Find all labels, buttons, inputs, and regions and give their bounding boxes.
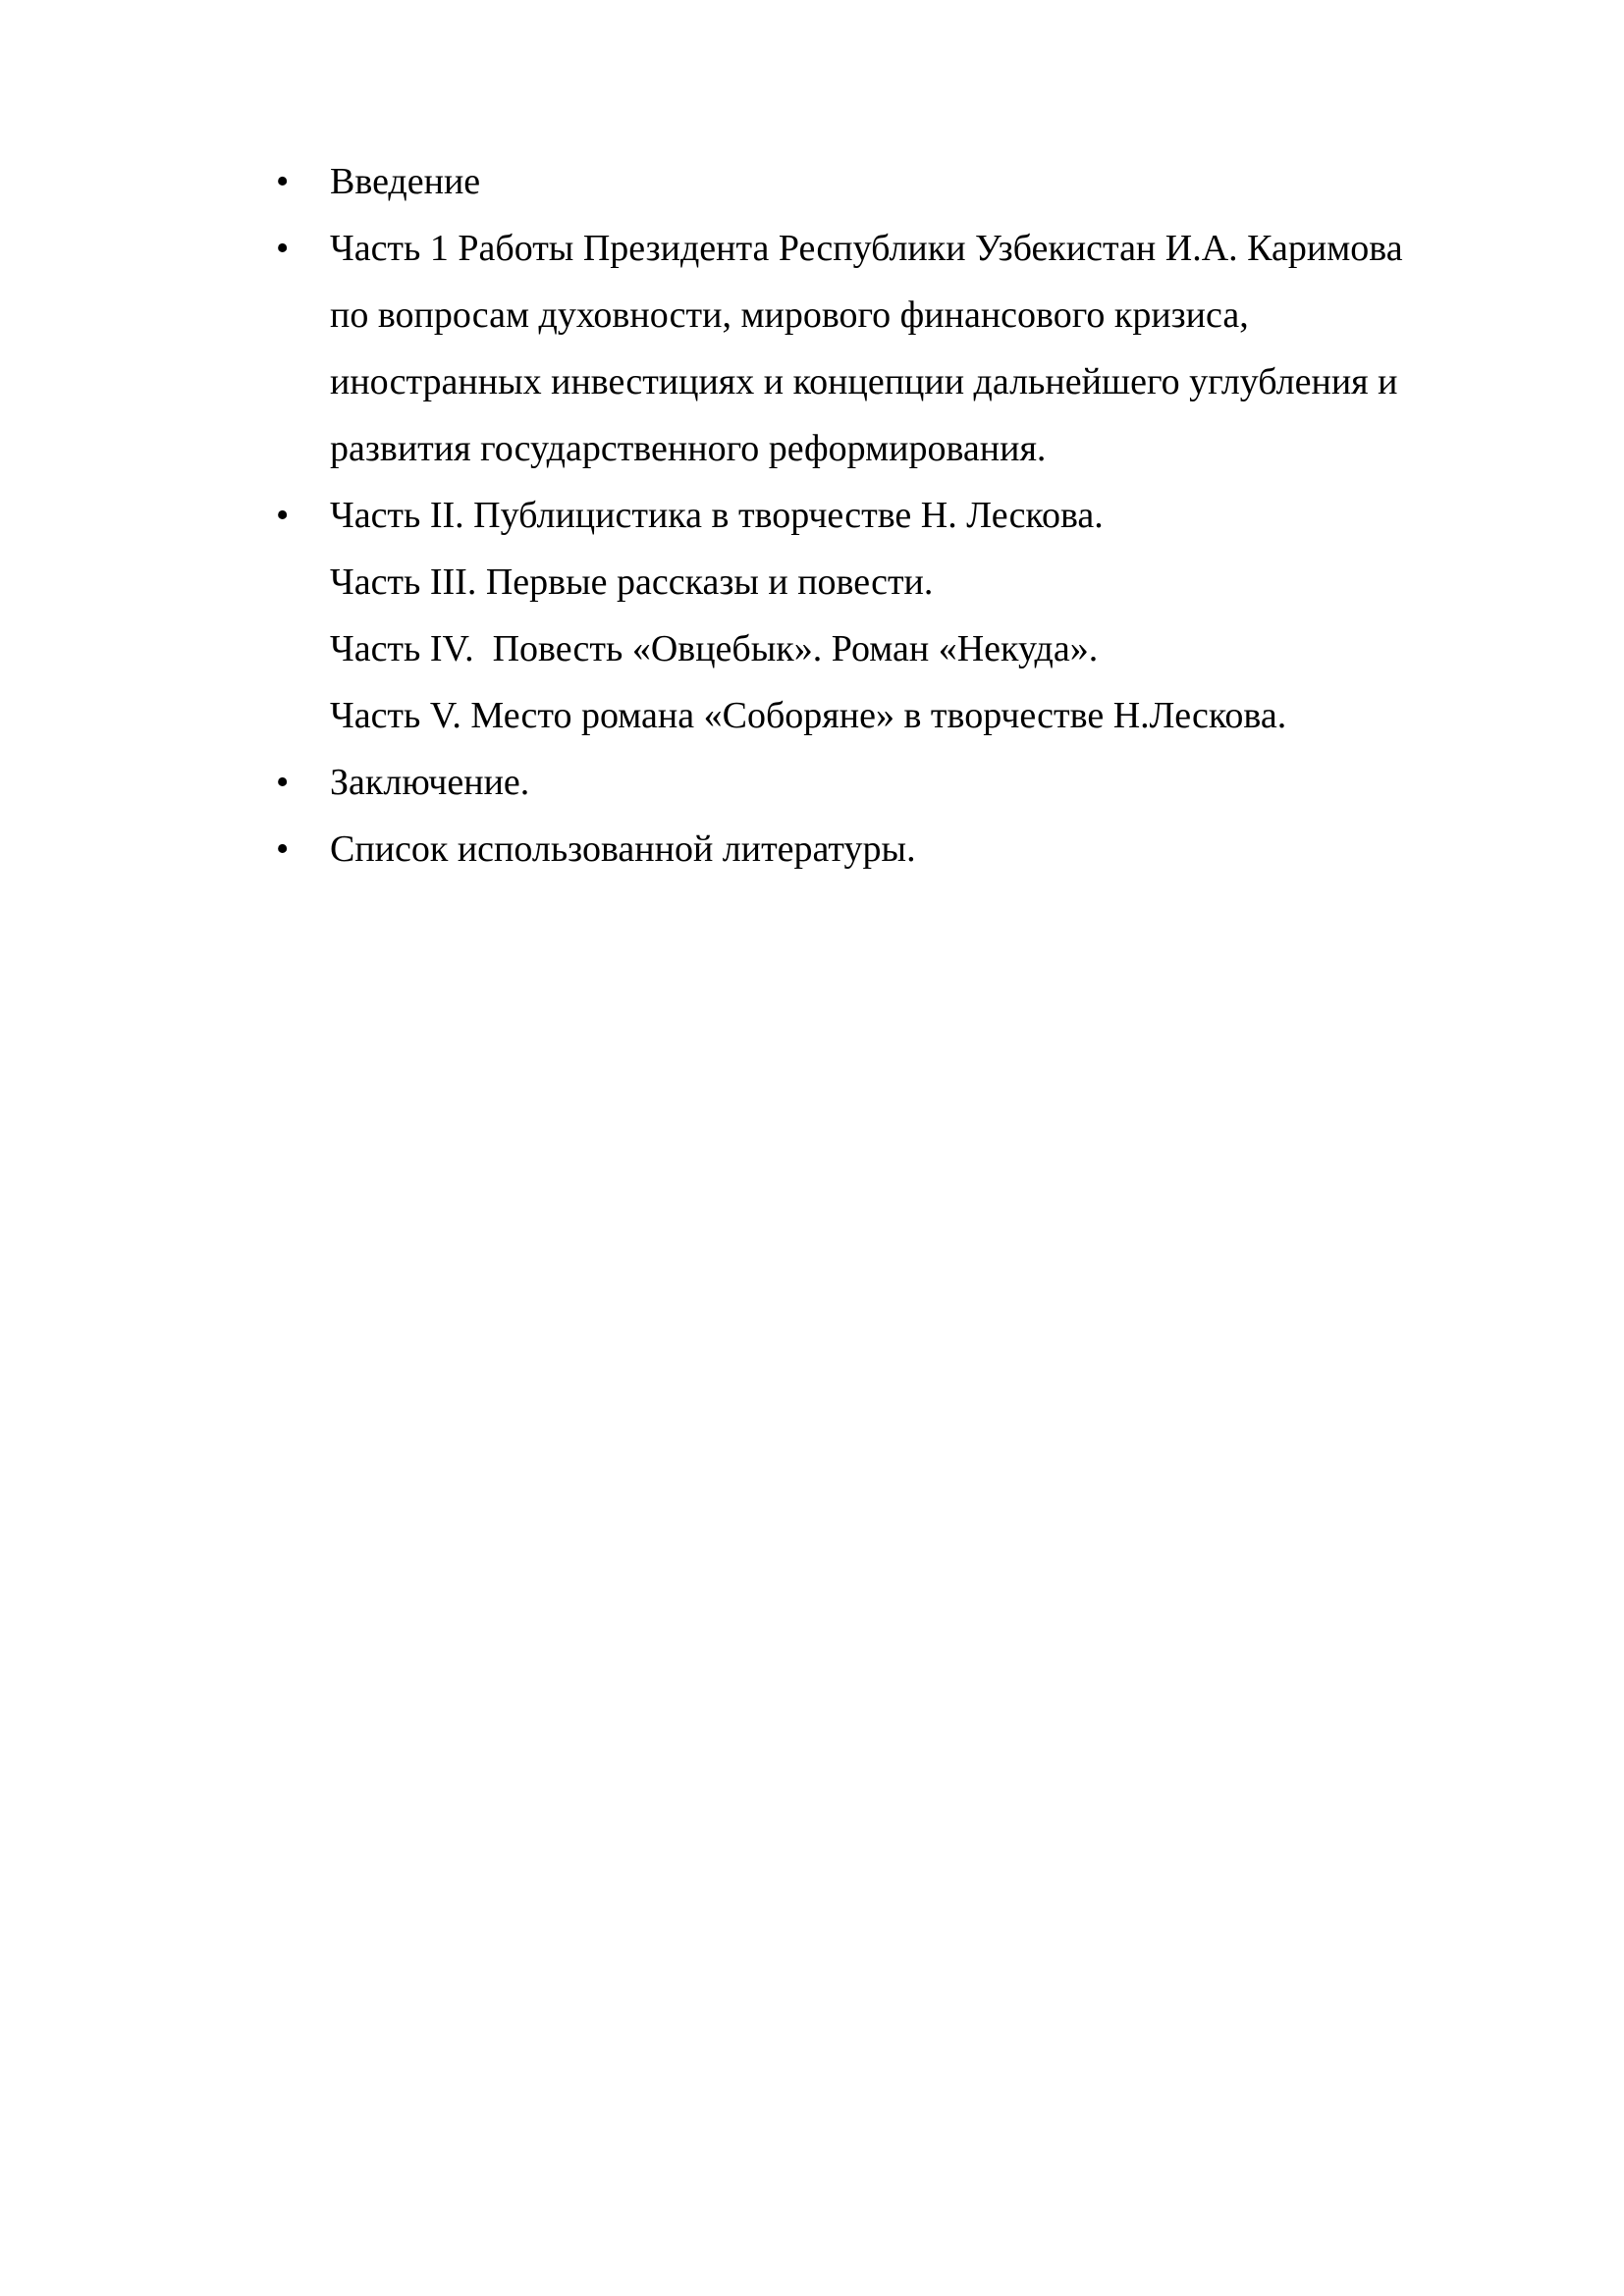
bullet-icon: • (276, 762, 290, 803)
toc-item-text: иностранных инвестициях и концепции дальнейшего углубления и (330, 361, 1398, 402)
toc-item-text: Введение (330, 161, 481, 202)
toc-item-text: Часть V. Место романа «Соборяне» в творчестве Н.Лескова. (330, 695, 1287, 736)
bullet-icon: • (276, 161, 290, 202)
toc-item-introduction (0, 148, 1624, 215)
toc-item-part-1-continuation (0, 348, 1624, 415)
toc-item-text: Часть III. Первые рассказы и повести. (330, 561, 934, 603)
toc-item-part-2 (0, 482, 1624, 549)
toc-item-references (0, 816, 1624, 882)
toc-item-part-1 (0, 215, 1624, 282)
toc-item-part-4 (0, 615, 1624, 682)
bullet-icon: • (276, 828, 290, 870)
toc-item-text: Часть IV. Повесть «Овцебык». Роман «Некуда». (330, 628, 1099, 669)
toc-item-text: Часть II. Публицистика в творчестве Н. Лескова. (330, 495, 1104, 536)
bullet-icon: • (276, 228, 290, 269)
toc-item-text: Список использованной литературы. (330, 828, 916, 870)
toc-item-part-5 (0, 682, 1624, 749)
bullet-icon: • (276, 495, 290, 536)
toc-item-text: развития государственного реформирования. (330, 428, 1047, 469)
toc-item-text: Заключение. (330, 762, 530, 803)
toc-item-text: по вопросам духовности, мирового финансового кризиса, (330, 294, 1249, 336)
toc-item-part-3 (0, 549, 1624, 615)
toc-item-part-1-continuation (0, 415, 1624, 482)
toc-item-text: Часть 1 Работы Президента Республики Узбекистан И.А. Каримова (330, 228, 1403, 269)
toc-item-part-1-continuation (0, 282, 1624, 348)
toc-item-conclusion (0, 749, 1624, 816)
